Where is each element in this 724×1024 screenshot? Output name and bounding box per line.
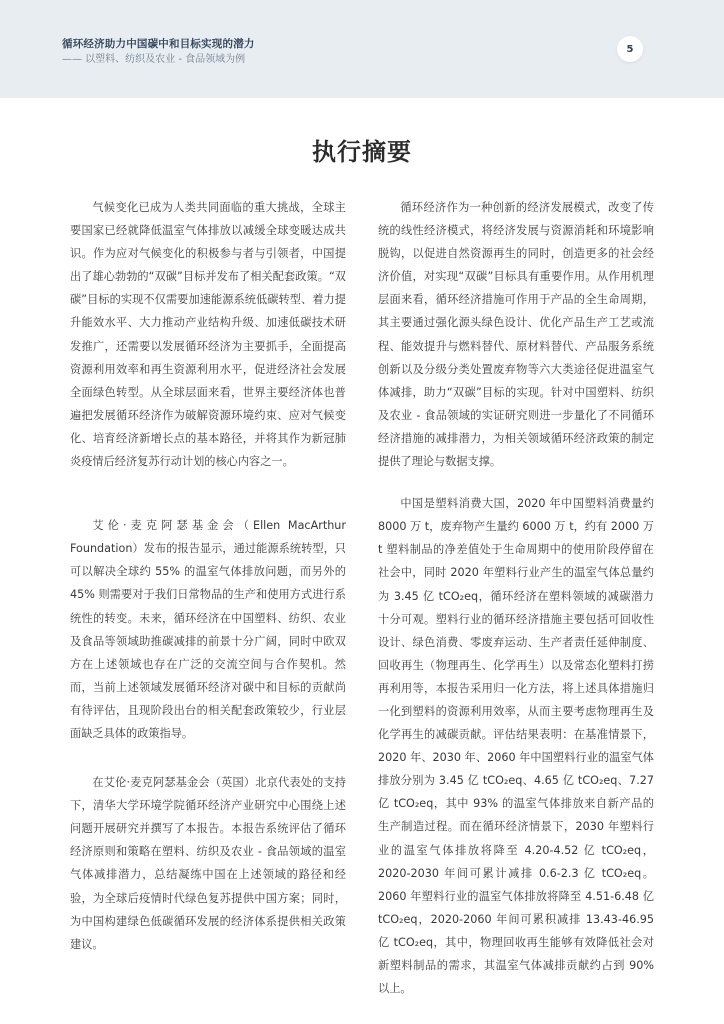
paragraph-report-background: 在艾伦·麦克阿瑟基金会（英国）北京代表处的支持下，清华大学环境学院循环经济产业研究中心围绕上述问题开展研究并撰写了本报告。本报告系统评估了循环经济原则和策略在塑料、纺织及农业 - 食品领域的温室气体减排潜力，总结凝练中国在上述领域的路径和经验，为全球后疫情时代绿色复苏提供中国方案；同时，为中国构建绿色低碳循环发展的经济体系提供相关政策建议。 — [70, 776, 346, 951]
page-header — [0, 0, 724, 98]
paragraph-plastics-findings: 中国是塑料消费大国，2020 年中国塑料消费量约 8000 万 t，废弃物产生量约 6000 万 t，约有 2000 万 t 塑料制品的净差值处于生命周期中的使用阶段停留在社会中，同时 2020 年塑料行业产生的温室气体总量约为 3.45 亿 tCO₂eq，循环经济在塑料领域的减碳潜力十分可观。塑料行业的循环经济措施主要包括可回收性设计、绿色消费、零废弃运动、生产者责任延伸制度、回收再生（物理再生、化学再生）以及常态化塑料打捞再利用等，本报告采用归一化方法，将上述具体措施归一化到塑料的资源利用效率，从而主要考虑物理再生及化学再生的减碳贡献。评估结果表明：在基准情景下，2020 年、2030 年、2060 年中国塑料行业的温室气体排放分别为 3.45 亿 tCO₂eq、4.65 亿 tCO₂eq、7.27 亿 tCO₂eq，其中 93% 的温室气体排放来自新产品的生产制造过程。而在循环经济情景下，2030 年塑料行业的温室气体排放将降至 4.20-4.52 亿 tCO₂eq，2020-2030 年间可累计减排 0.6-2.3 亿 tCO₂eq。2060 年塑料行业的温室气体排放将降至 4.51-6.48 亿 tCO₂eq，2020-2060 年间可累积减排 13.43-46.95 亿 tCO₂eq，其中，物理回收再生能够有效降低社会对新塑料制品的需求，其温室气体减排贡献约占到 90% 以上。 — [378, 497, 654, 996]
section-title: 执行摘要 — [312, 138, 412, 166]
paragraph-emf-report: 艾伦·麦克阿瑟基金会（Ellen MacArthur Foundation）发布的报告显示，通过能源系统转型，只可以解决全球约 55% 的温室气体排放问题，而另外的 45% 则需要对于我们日常物品的生产和使用方式进行系统性的转变。未来，循环经济在中国塑料、纺织、农业及食品等领域助推碳减排的前景十分广阔，同时中欧双方在上述领域也存在广泛的交流空间与合作契机。然而，当前上述领域发展循环经济对碳中和目标的贡献尚有待评估，且现阶段出台的相关配套政策较少，行业层面缺乏具体的政策指导。 — [70, 519, 346, 740]
report-title: 循环经济助力中国碳中和目标实现的潜力 — [62, 38, 255, 50]
paragraph-climate-challenge: 气候变化已成为人类共同面临的重大挑战，全球主要国家已经就降低温室气体排放以减缓全球变暖达成共识。作为应对气候变化的积极参与者与引领者，中国提出了雄心勃勃的“双碳”目标并发布了相关配套政策。“双碳”目标的实现不仅需要加速能源系统低碳转型、着力提升能效水平、大力推动产业结构升级、加速低碳技术研发推广，还需要以发展循环经济为主要抓手，全面提高资源利用效率和再生资源利用水平，促进经济社会发展全面绿色转型。从全球层面来看，世界主要经济体也普遍把发展循环经济作为破解资源环境约束、应对气候变化、培育经济新增长点的基本路径，并将其作为新冠肺炎疫情后经济复苏行动计划的核心内容之一。 — [70, 201, 346, 469]
left-column — [70, 196, 346, 956]
page-number-badge: 5 — [617, 36, 643, 62]
paragraph-circular-economy-model: 循环经济作为一种创新的经济发展模式，改变了传统的线性经济模式，将经济发展与资源消耗和环境影响脱钩，以促进自然资源再生的同时，创造更多的社会经济价值，对实现“双碳”目标具有重要作用。从作用机理层面来看，循环经济措施可作用于产品的全生命周期，其主要通过强化源头绿色设计、优化产品生产工艺或流程、能效提升与燃料替代、原材料替代、产品服务系统创新以及分级分类处置废弃物等六大类途径促进温室气体减排，助力“双碳”目标的实现。针对中国塑料、纺织及农业 - 食品领域的实证研究则进一步量化了不同循环经济措施的减排潜力，为相关领域循环经济政策的制定提供了理论与数据支撑。 — [378, 201, 654, 469]
report-subtitle: —— 以塑料、纺织及农业 - 食品领域为例 — [62, 54, 246, 65]
right-column — [378, 196, 654, 1000]
